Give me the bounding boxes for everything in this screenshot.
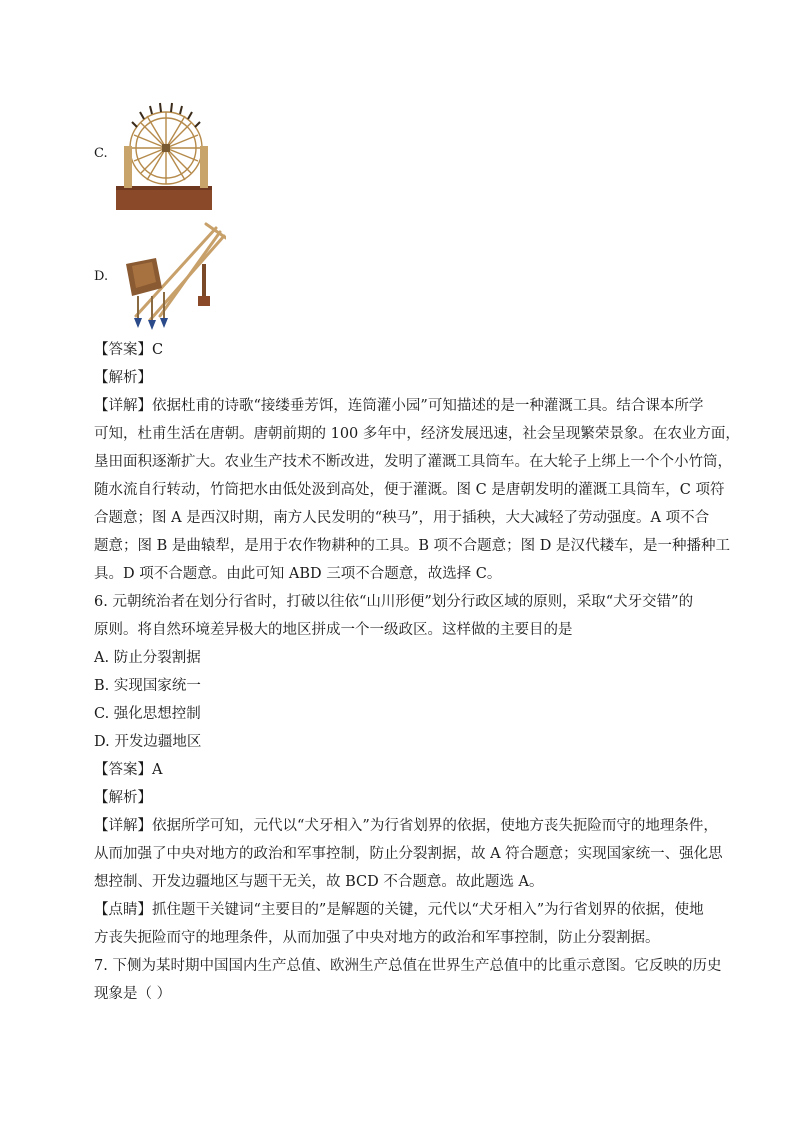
q6-stem-line: 6. 元朝统治者在划分行省时，打破以往依“山川形便”划分行政区域的原则，采取“犬牙交错”的 (94, 594, 694, 610)
q6-option-a: A. 防止分裂割据 (94, 650, 201, 666)
option-d-label: D. (94, 269, 109, 284)
q5-answer: 【答案】C (94, 342, 164, 358)
q5-detail-line: 合题意；图 A 是西汉时期，南方人民发明的“秧马”，用于插秧，大大减轻了劳动强度。A 项不合 (94, 510, 710, 526)
q5-detail-line: 随水流自行转动，竹筒把水由低处汲到高处，便于灌溉。图 C 是唐朝发明的灌溉工具筒车，C 项符 (94, 482, 725, 498)
q6-stem-line: 原则。将自然环境差异极大的地区拼成一个一级政区。这样做的主要目的是 (94, 622, 573, 638)
q7-stem-line: 7. 下侧为某时期中国国内生产总值、欧洲生产总值在世界生产总值中的比重示意图。它反映的历史 (94, 958, 722, 974)
q6-detail-line: 想控制、开发边疆地区与题干无关，故 BCD 不合题意。故此题选 A。 (94, 874, 544, 890)
q6-option-b: B. 实现国家统一 (94, 678, 201, 694)
q5-detail-line: 题意；图 B 是曲辕犁，是用于农作物耕种的工具。B 项不合题意；图 D 是汉代耧车，是一种播种工 (94, 538, 730, 554)
q7-stem-line: 现象是（ ） (94, 986, 172, 1002)
q5-detail-line: 【详解】依据杜甫的诗歌“接缕垂芳饵，连筒灌小园”可知描述的是一种灌溉工具。结合课本所学 (94, 398, 704, 414)
q6-detail-line: 从而加强了中央对地方的政治和军事控制，防止分裂割据，故 A 符合题意；实现国家统一、强化思 (94, 846, 723, 862)
option-c-label: C. (94, 146, 108, 161)
q5-detail-line: 可知，杜甫生活在唐朝。唐朝前期的 100 多年中，经济发展迅速，社会呈现繁荣景象。在农业方面， (94, 426, 740, 442)
q6-option-c: C. 强化思想控制 (94, 706, 201, 722)
seed-drill-louche-image (116, 220, 226, 332)
q5-analysis-heading: 【解析】 (94, 370, 152, 386)
q6-option-d: D. 开发边疆地区 (94, 734, 202, 750)
q6-analysis-heading: 【解析】 (94, 790, 152, 806)
q6-detail-line: 【详解】依据所学可知，元代以“犬牙相入”为行省划界的依据，使地方丧失扼险而守的地理条件， (94, 818, 718, 834)
q5-detail-line: 垦田面积逐渐扩大。农业生产技术不断改进，发明了灌溉工具筒车。在大轮子上绑上一个个小竹筒， (94, 454, 732, 470)
q6-comment-line: 【点睛】抓住题干关键词“主要目的”是解题的关键，元代以“犬牙相入”为行省划界的依据，使地 (94, 902, 704, 918)
q6-answer: 【答案】A (94, 762, 163, 778)
waterwheel-tongche-image (116, 102, 212, 210)
q6-comment-line: 方丧失扼险而守的地理条件，从而加强了中央对地方的政治和军事控制，防止分裂割据。 (94, 930, 660, 946)
q5-detail-line: 具。D 项不合题意。由此可知 ABD 三项不合题意，故选择 C。 (94, 566, 502, 582)
